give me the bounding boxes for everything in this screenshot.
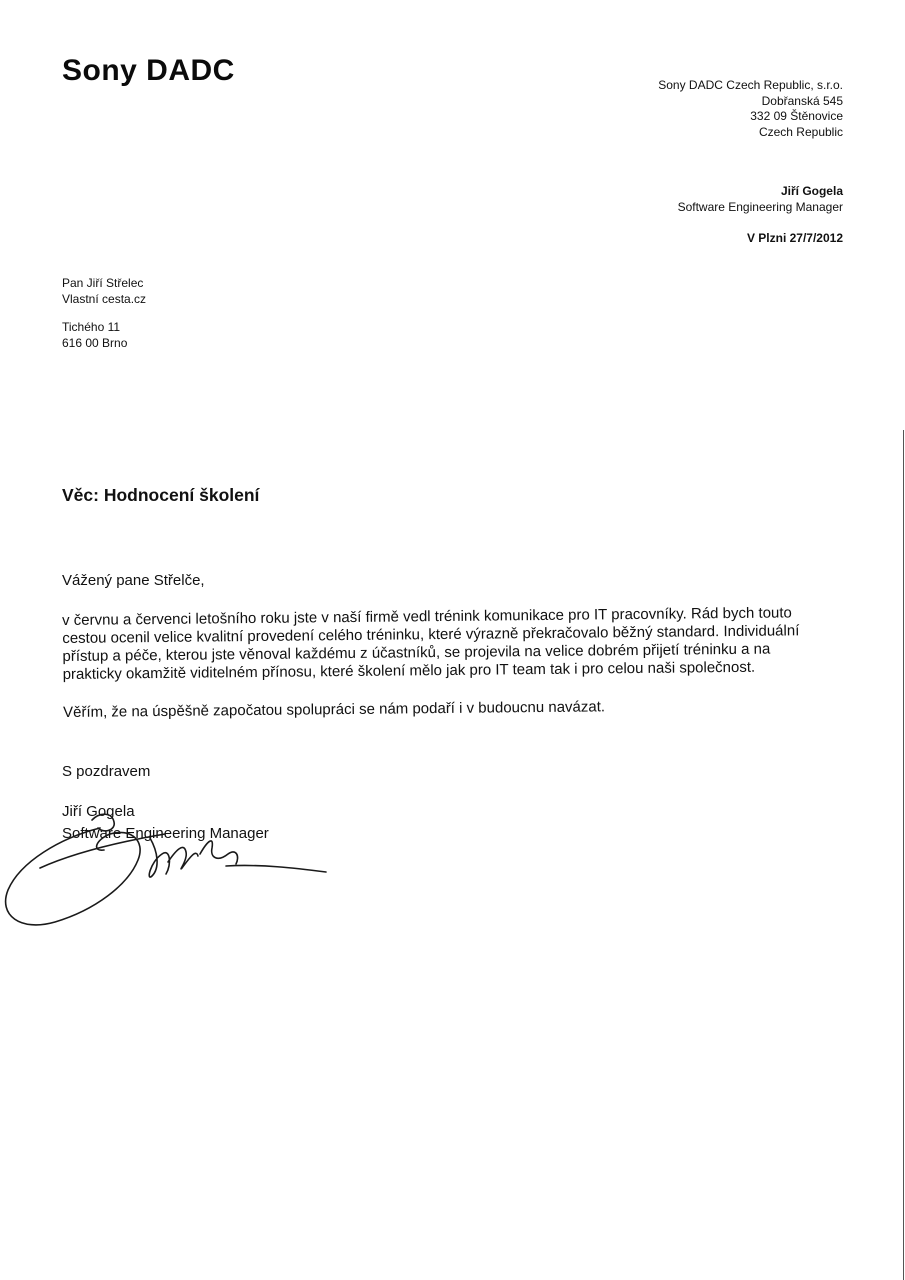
recipient-company: Vlastní cesta.cz [62, 291, 147, 306]
company-logo: Sony DADC [62, 54, 235, 87]
recipient-block [62, 276, 146, 307]
recipient-address [62, 320, 127, 351]
sender-company: Sony DADC Czech Republic, s.r.o. [658, 78, 843, 92]
letter-body [62, 604, 815, 742]
signature-title: Software Engineering Manager [62, 825, 269, 842]
signer-block [678, 184, 843, 215]
place-date: V Plzni 27/7/2012 [746, 231, 843, 245]
sender-city: 332 09 Štěnovice [750, 109, 843, 123]
salutation: Vážený pane Střelče, [62, 572, 205, 589]
sender-street: Dobřanská 545 [761, 93, 843, 108]
recipient-city: 616 00 Brno [62, 335, 128, 350]
scan-edge-line [903, 430, 904, 1280]
handwritten-signature [0, 790, 340, 940]
sender-country: Czech Republic [758, 124, 843, 139]
closing: S pozdravem [62, 763, 151, 780]
recipient-street: Tichého 11 [62, 320, 121, 334]
signer-title: Software Engineering Manager [677, 199, 843, 214]
recipient-name: Pan Jiří Střelec [62, 276, 144, 290]
signature-name: Jiří Gogela [62, 803, 135, 820]
sender-address [658, 78, 843, 140]
body-paragraph: Věřím, že na úspěšně započatou spolupráci se nám podaří i v budoucnu navázat. [62, 698, 606, 721]
signer-name: Jiří Gogela [780, 184, 843, 198]
letter-subject: Věc: Hodnocení školení [62, 485, 260, 505]
body-paragraph: v červnu a červenci letošního roku jste v naší firmě vedl trénink komunikace pro IT pracovníky. Rád bych touto cestou ocenil velice kvalitní provedení celého tréninku, které výrazně překračovalo běžný standard. Individuální přístup a péče, kterou jste věnoval každému z účastníků, se projevila na velice dobrém přijetí tréninku a na prakticky okamžitě viditelném přínosu, které školení mělo jak pro IT team tak i pro celou naši společnost. [62, 604, 800, 683]
